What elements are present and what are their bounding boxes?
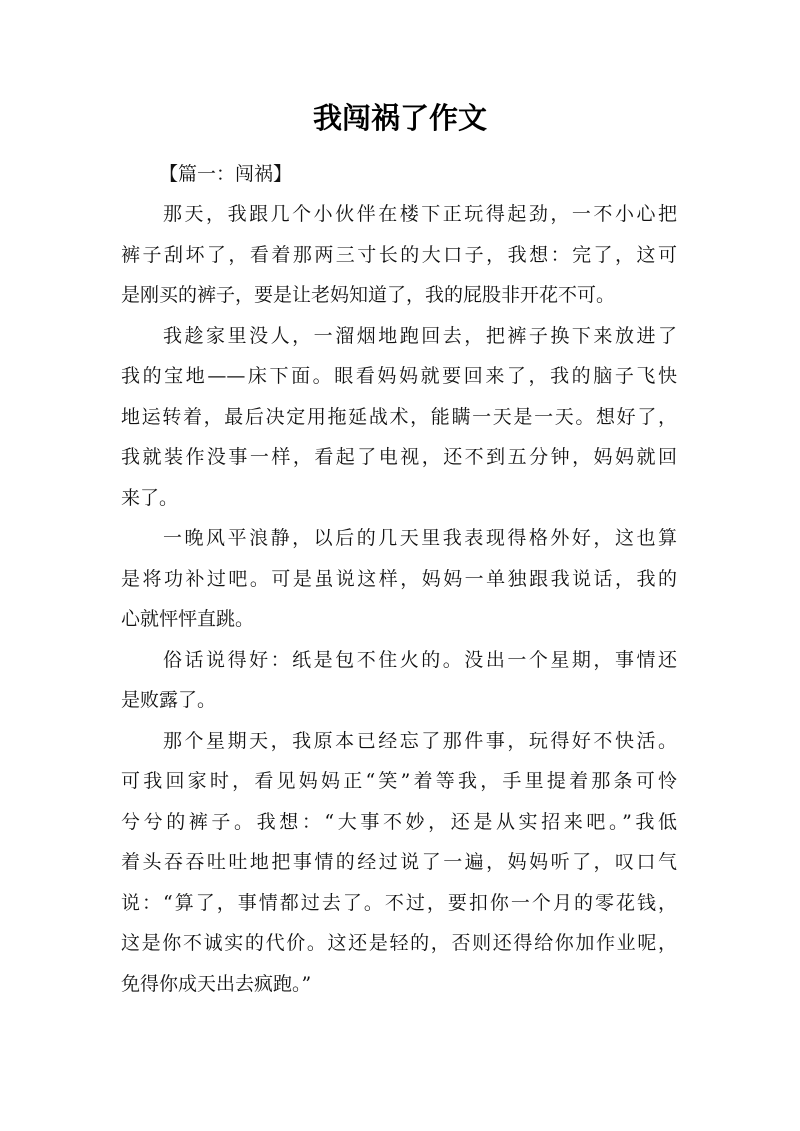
paragraph-line: 是败露了。	[121, 689, 217, 711]
paragraph-line: 这是你不诚实的代价。这还是轻的，否则还得给你加作业呢，	[121, 932, 677, 954]
paragraph-line: 那个星期天，我原本已经忘了那件事，玩得好不快活。	[163, 729, 677, 752]
paragraph-line: 俗话说得好：纸是包不住火的。没出一个星期，事情还	[163, 648, 677, 671]
paragraph-line: 着头吞吞吐吐地把事情的经过说了一遍，妈妈听了，叹口气	[121, 851, 677, 873]
paragraph-line: 我就装作没事一样，看起了电视，还不到五分钟，妈妈就回	[121, 446, 677, 468]
paragraph-line: 是刚买的裤子，要是让老妈知道了，我的屁股非开花不可。	[121, 284, 616, 306]
paragraph-5	[121, 721, 677, 1005]
paragraph-line: 我趁家里没人，一溜烟地跑回去，把裤子换下来放进了	[163, 324, 677, 347]
paragraph-1	[121, 194, 677, 316]
paragraph-line: 免得你成天出去疯跑。”	[121, 972, 312, 995]
paragraph-line: 我的宝地——床下面。眼看妈妈就要回来了，我的脑子飞快	[121, 365, 677, 387]
paragraph-line: 那天，我跟几个小伙伴在楼下正玩得起劲，一不小心把	[163, 203, 677, 225]
paragraph-line: 来了。	[121, 486, 179, 509]
paragraph-2	[121, 316, 677, 519]
paragraph-line: 可我回家时，看见妈妈正“笑”着等我，手里提着那条可怜	[121, 770, 677, 792]
paragraph-3	[121, 518, 677, 640]
paragraph-line: 兮兮的裤子。我想：“大事不妙，还是从实招来吧。”我低	[121, 810, 677, 833]
document-body	[121, 154, 677, 1004]
paragraph-line: 裤子刮坏了，看着那两三寸长的大口子，我想：完了，这可	[121, 243, 677, 266]
section-heading: 【篇一：闯祸】	[159, 163, 293, 185]
paragraph-line: 地运转着，最后决定用拖延战术，能瞒一天是一天。想好了，	[121, 405, 677, 428]
paragraph-4	[121, 640, 677, 721]
paragraph-line: 一晚风平浪静，以后的几天里我表现得格外好，这也算	[163, 527, 677, 549]
paragraph-line: 是将功补过吧。可是虽说这样，妈妈一单独跟我说话，我的	[121, 567, 677, 590]
paragraph-line: 说：“算了，事情都过去了。不过，要扣你一个月的零花钱，	[121, 891, 677, 914]
document-title: 我闯祸了作文	[312, 101, 487, 135]
paragraph-line: 心就怦怦直跳。	[121, 608, 255, 630]
